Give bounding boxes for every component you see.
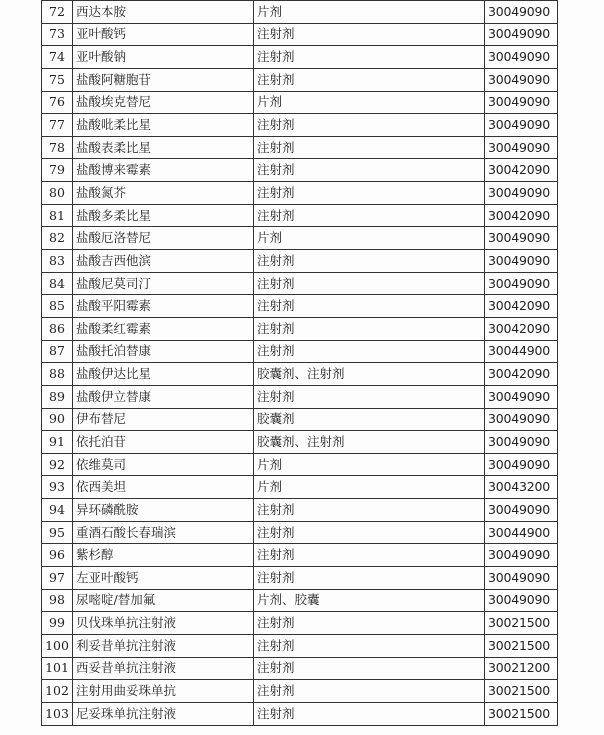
table-row (42, 363, 558, 386)
tariff-code-cell: 30021500 (485, 634, 558, 657)
drug-name-cell: 盐酸尼莫司汀 (73, 272, 254, 295)
row-number-cell: 91 (42, 431, 73, 454)
table-row (42, 634, 558, 657)
tariff-code-cell: 30049090 (485, 227, 558, 250)
tariff-code-cell: 30049090 (485, 23, 558, 46)
dosage-form-cell: 注射剂 (254, 295, 485, 318)
dosage-form-cell: 注射剂 (254, 657, 485, 680)
row-number-cell: 102 (42, 680, 73, 703)
row-number-cell: 78 (42, 136, 73, 159)
tariff-code-cell: 30049090 (485, 272, 558, 295)
tariff-code-cell: 30042090 (485, 295, 558, 318)
drug-name-cell: 盐酸吉西他滨 (73, 250, 254, 273)
dosage-form-cell: 注射剂 (254, 114, 485, 137)
row-number-cell: 94 (42, 499, 73, 522)
drug-name-cell: 盐酸埃克替尼 (73, 91, 254, 114)
row-number-cell: 85 (42, 295, 73, 318)
dosage-form-cell: 注射剂 (254, 68, 485, 91)
tariff-code-cell: 30049090 (485, 589, 558, 612)
dosage-form-cell: 注射剂 (254, 204, 485, 227)
table-row (42, 68, 558, 91)
table-row (42, 23, 558, 46)
drug-name-cell: 西达本胺 (73, 1, 254, 24)
row-number-cell: 81 (42, 204, 73, 227)
row-number-cell: 92 (42, 453, 73, 476)
drug-name-cell: 亚叶酸钠 (73, 46, 254, 69)
table-row (42, 680, 558, 703)
table-row (42, 250, 558, 273)
dosage-form-cell: 片剂 (254, 91, 485, 114)
drug-name-cell: 注射用曲妥珠单抗 (73, 680, 254, 703)
table-row (42, 521, 558, 544)
drug-name-cell: 盐酸柔红霉素 (73, 317, 254, 340)
dosage-form-cell: 片剂 (254, 453, 485, 476)
row-number-cell: 95 (42, 521, 73, 544)
drug-name-cell: 盐酸厄洛替尼 (73, 227, 254, 250)
drug-name-cell: 亚叶酸钙 (73, 23, 254, 46)
tariff-code-cell: 30021500 (485, 702, 558, 725)
table-row (42, 385, 558, 408)
drug-name-cell: 盐酸博来霉素 (73, 159, 254, 182)
row-number-cell: 97 (42, 567, 73, 590)
row-number-cell: 103 (42, 702, 73, 725)
dosage-form-cell: 注射剂 (254, 385, 485, 408)
tariff-code-cell: 30049090 (485, 453, 558, 476)
drug-name-cell: 盐酸表柔比星 (73, 136, 254, 159)
dosage-form-cell: 片剂 (254, 476, 485, 499)
drug-name-cell: 左亚叶酸钙 (73, 567, 254, 590)
table-row (42, 567, 558, 590)
drug-name-cell: 伊布替尼 (73, 408, 254, 431)
table-row (42, 182, 558, 205)
dosage-form-cell: 注射剂 (254, 680, 485, 703)
tariff-code-cell: 30049090 (485, 182, 558, 205)
dosage-form-cell: 注射剂 (254, 340, 485, 363)
drug-name-cell: 盐酸托泊替康 (73, 340, 254, 363)
drug-name-cell: 依维莫司 (73, 453, 254, 476)
drug-name-cell: 盐酸多柔比星 (73, 204, 254, 227)
tariff-code-cell: 30042090 (485, 204, 558, 227)
tariff-code-cell: 30044900 (485, 521, 558, 544)
row-number-cell: 90 (42, 408, 73, 431)
table-row (42, 702, 558, 725)
dosage-form-cell: 注射剂 (254, 521, 485, 544)
row-number-cell: 89 (42, 385, 73, 408)
dosage-form-cell: 注射剂 (254, 567, 485, 590)
drug-name-cell: 依西美坦 (73, 476, 254, 499)
drug-name-cell: 利妥昔单抗注射液 (73, 634, 254, 657)
tariff-code-cell: 30049090 (485, 408, 558, 431)
table-row (42, 272, 558, 295)
row-number-cell: 87 (42, 340, 73, 363)
row-number-cell: 88 (42, 363, 73, 386)
tariff-code-cell: 30049090 (485, 544, 558, 567)
dosage-form-cell: 胶囊剂、注射剂 (254, 363, 485, 386)
row-number-cell: 74 (42, 46, 73, 69)
row-number-cell: 84 (42, 272, 73, 295)
table-row (42, 589, 558, 612)
tariff-code-cell: 30021200 (485, 657, 558, 680)
dosage-form-cell: 注射剂 (254, 136, 485, 159)
table-row (42, 91, 558, 114)
dosage-form-cell: 注射剂 (254, 544, 485, 567)
row-number-cell: 72 (42, 1, 73, 24)
drug-name-cell: 紫杉醇 (73, 544, 254, 567)
dosage-form-cell: 注射剂 (254, 159, 485, 182)
tariff-code-cell: 30049090 (485, 250, 558, 273)
drug-name-cell: 西妥昔单抗注射液 (73, 657, 254, 680)
dosage-form-cell: 注射剂 (254, 612, 485, 635)
tariff-code-cell: 30049090 (485, 114, 558, 137)
row-number-cell: 93 (42, 476, 73, 499)
dosage-form-cell: 片剂 (254, 1, 485, 24)
drug-name-cell: 盐酸阿糖胞苷 (73, 68, 254, 91)
dosage-form-cell: 注射剂 (254, 317, 485, 340)
drug-name-cell: 依托泊苷 (73, 431, 254, 454)
table-row (42, 317, 558, 340)
drug-name-cell: 重酒石酸长春瑞滨 (73, 521, 254, 544)
row-number-cell: 73 (42, 23, 73, 46)
dosage-form-cell: 注射剂 (254, 702, 485, 725)
drug-name-cell: 异环磷酰胺 (73, 499, 254, 522)
row-number-cell: 86 (42, 317, 73, 340)
table-row (42, 136, 558, 159)
table-row (42, 227, 558, 250)
table-row (42, 612, 558, 635)
row-number-cell: 79 (42, 159, 73, 182)
table-row (42, 431, 558, 454)
table-row (42, 657, 558, 680)
row-number-cell: 82 (42, 227, 73, 250)
dosage-form-cell: 注射剂 (254, 23, 485, 46)
table-row (42, 408, 558, 431)
drug-name-cell: 盐酸伊立替康 (73, 385, 254, 408)
row-number-cell: 100 (42, 634, 73, 657)
dosage-form-cell: 胶囊剂 (254, 408, 485, 431)
drug-name-cell: 盐酸吡柔比星 (73, 114, 254, 137)
dosage-form-cell: 片剂 (254, 227, 485, 250)
tariff-code-cell: 30049090 (485, 1, 558, 24)
tariff-code-cell: 30021500 (485, 680, 558, 703)
table-row (42, 1, 558, 24)
tariff-code-cell: 30021500 (485, 612, 558, 635)
dosage-form-cell: 注射剂 (254, 182, 485, 205)
tariff-code-cell: 30049090 (485, 385, 558, 408)
drug-name-cell: 盐酸伊达比星 (73, 363, 254, 386)
table-row (42, 204, 558, 227)
tariff-code-cell: 30049090 (485, 136, 558, 159)
row-number-cell: 77 (42, 114, 73, 137)
drug-name-cell: 盐酸氮芥 (73, 182, 254, 205)
table-row (42, 295, 558, 318)
table-row (42, 499, 558, 522)
tariff-code-cell: 30042090 (485, 363, 558, 386)
table-row (42, 453, 558, 476)
row-number-cell: 76 (42, 91, 73, 114)
tariff-code-cell: 30044900 (485, 340, 558, 363)
drug-name-cell: 尿嘧啶/替加氟 (73, 589, 254, 612)
drug-name-cell: 尼妥珠单抗注射液 (73, 702, 254, 725)
table-row (42, 114, 558, 137)
table-row (42, 159, 558, 182)
dosage-form-cell: 注射剂 (254, 499, 485, 522)
dosage-form-cell: 片剂、胶囊 (254, 589, 485, 612)
table-body (42, 1, 558, 726)
tariff-code-cell: 30042090 (485, 317, 558, 340)
row-number-cell: 80 (42, 182, 73, 205)
tariff-code-cell: 30049090 (485, 431, 558, 454)
dosage-form-cell: 注射剂 (254, 634, 485, 657)
tariff-code-cell: 30049090 (485, 499, 558, 522)
tariff-code-cell: 30049090 (485, 567, 558, 590)
dosage-form-cell: 胶囊剂、注射剂 (254, 431, 485, 454)
tariff-code-cell: 30049090 (485, 46, 558, 69)
drug-name-cell: 盐酸平阳霉素 (73, 295, 254, 318)
row-number-cell: 83 (42, 250, 73, 273)
row-number-cell: 99 (42, 612, 73, 635)
row-number-cell: 96 (42, 544, 73, 567)
drug-list-table (41, 0, 558, 726)
tariff-code-cell: 30049090 (485, 91, 558, 114)
dosage-form-cell: 注射剂 (254, 46, 485, 69)
table-row (42, 544, 558, 567)
drug-name-cell: 贝伐珠单抗注射液 (73, 612, 254, 635)
table-row (42, 476, 558, 499)
dosage-form-cell: 注射剂 (254, 250, 485, 273)
row-number-cell: 101 (42, 657, 73, 680)
table-row (42, 46, 558, 69)
tariff-code-cell: 30043200 (485, 476, 558, 499)
table-row (42, 340, 558, 363)
row-number-cell: 98 (42, 589, 73, 612)
tariff-code-cell: 30042090 (485, 159, 558, 182)
tariff-code-cell: 30049090 (485, 68, 558, 91)
dosage-form-cell: 注射剂 (254, 272, 485, 295)
row-number-cell: 75 (42, 68, 73, 91)
